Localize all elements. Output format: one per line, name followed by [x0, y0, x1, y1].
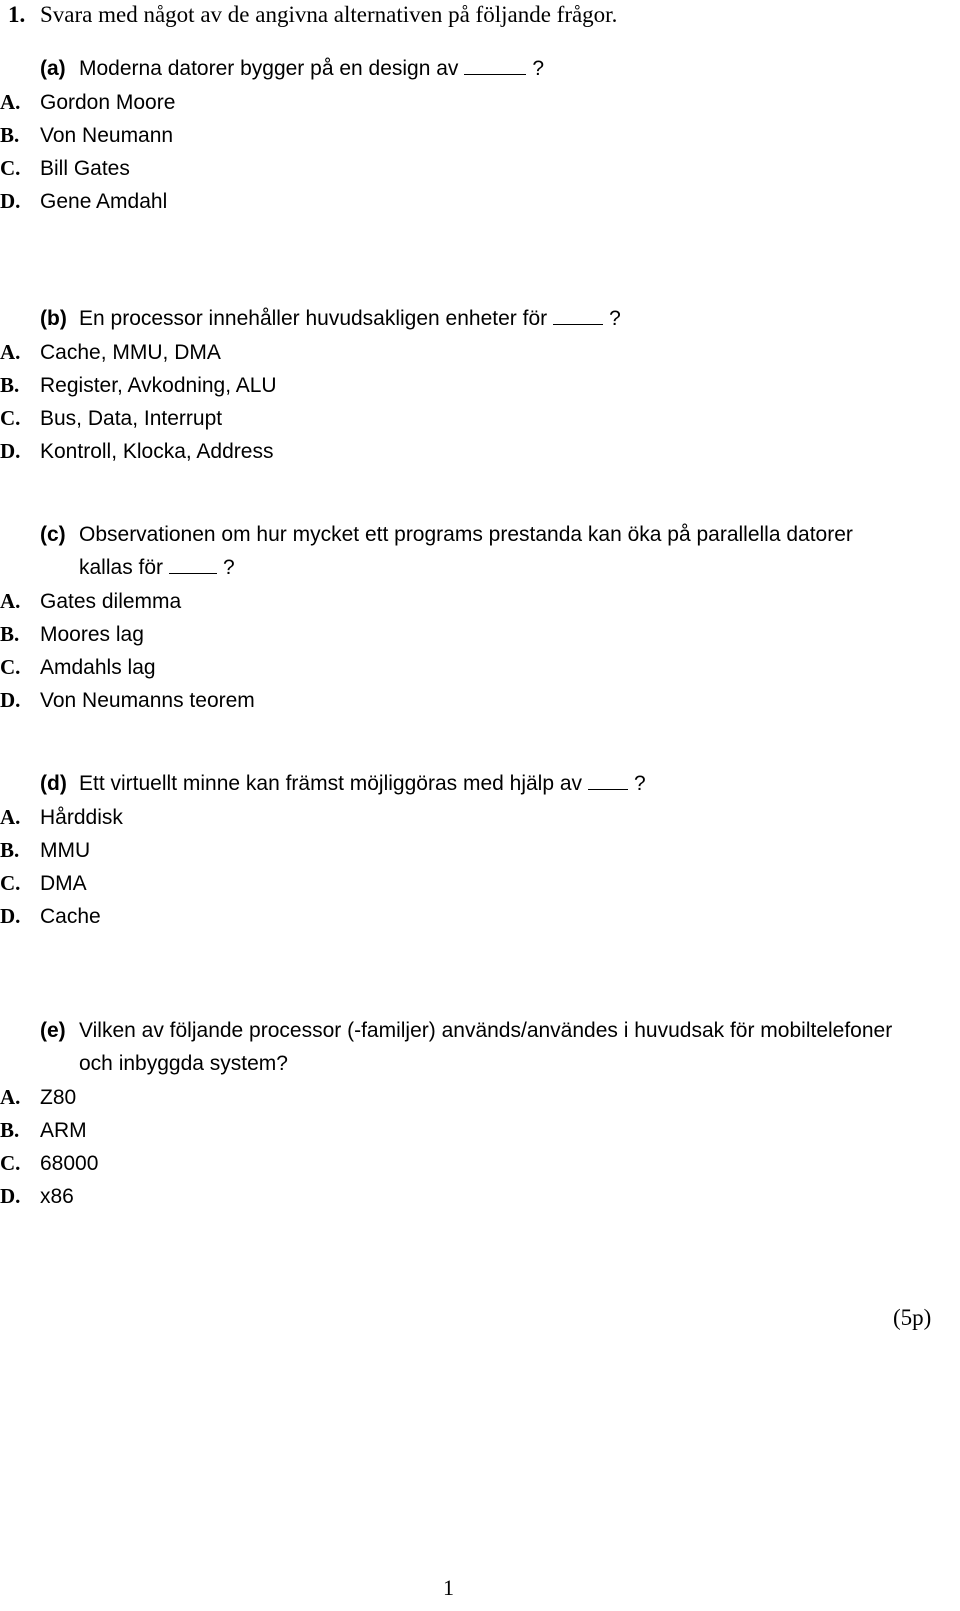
item-a-suffix: ?: [532, 57, 545, 80]
item-d-suffix: ?: [634, 772, 646, 795]
item-b-label: (b): [40, 307, 67, 330]
page-number: 1: [443, 1575, 454, 1600]
question-instruction: Svara med något av de angivna alternativen på följande frågor.: [40, 2, 618, 27]
item-e-prompt: [40, 1019, 892, 1043]
answer-blank: [169, 572, 217, 574]
option-e-B: B. ARM: [0, 1118, 87, 1142]
option-d-D: D. Cache: [0, 904, 101, 928]
item-b-prompt: [40, 307, 621, 331]
answer-blank: [588, 788, 628, 790]
option-d-C: C. DMA: [0, 871, 87, 895]
option-a-A: A. Gordon Moore: [0, 90, 176, 114]
option-b-D: D. Kontroll, Klocka, Address: [0, 439, 274, 463]
option-c-B: B. Moores lag: [0, 622, 144, 646]
option-b-B: B. Register, Avkodning, ALU: [0, 373, 277, 397]
item-d-text: Ett virtuellt minne kan främst möjliggöras med hjälp av: [79, 772, 583, 795]
option-e-A: A. Z80: [0, 1085, 77, 1109]
item-e-text2: och inbyggda system?: [79, 1052, 288, 1075]
option-c-A: A. Gates dilemma: [0, 589, 182, 613]
item-c-prompt-line2: [79, 556, 235, 580]
item-c-text: Observationen om hur mycket ett programs prestanda kan öka på parallella datorer: [79, 523, 853, 546]
answer-blank: [553, 323, 603, 325]
option-b-C: C. Bus, Data, Interrupt: [0, 406, 223, 430]
item-a-text: Moderna datorer bygger på en design av: [79, 57, 459, 80]
item-a-label: (a): [40, 57, 66, 80]
item-d-label: (d): [40, 772, 67, 795]
item-c-suffix: ?: [223, 556, 235, 579]
option-c-D: D. Von Neumanns teorem: [0, 688, 255, 712]
option-a-D: D. Gene Amdahl: [0, 189, 168, 213]
option-e-C: C. 68000: [0, 1151, 99, 1175]
points-label: (5p): [893, 1305, 932, 1330]
option-b-A: A. Cache, MMU, DMA: [0, 340, 221, 364]
item-b-suffix: ?: [609, 307, 621, 330]
item-c-label: (c): [40, 523, 66, 546]
item-b-text: En processor innehåller huvudsakligen enheter för: [79, 307, 548, 330]
option-a-B: B. Von Neumann: [0, 123, 174, 147]
answer-blank: [464, 73, 526, 75]
item-e-prompt-line2: [79, 1052, 288, 1076]
item-a-prompt: [40, 57, 544, 81]
option-d-A: A. Hårddisk: [0, 805, 123, 829]
item-c-text2: kallas för: [79, 556, 164, 579]
question-number: 1.: [8, 2, 26, 27]
option-d-B: B. MMU: [0, 838, 91, 862]
option-c-C: C. Amdahls lag: [0, 655, 156, 679]
item-d-prompt: [40, 772, 646, 796]
item-c-prompt: [40, 523, 853, 547]
option-a-C: C. Bill Gates: [0, 156, 130, 180]
item-e-label: (e): [40, 1019, 66, 1042]
item-e-text: Vilken av följande processor (-familjer) används/användes i huvudsak för mobiltelefoner: [79, 1019, 893, 1042]
option-e-D: D. x86: [0, 1184, 74, 1208]
